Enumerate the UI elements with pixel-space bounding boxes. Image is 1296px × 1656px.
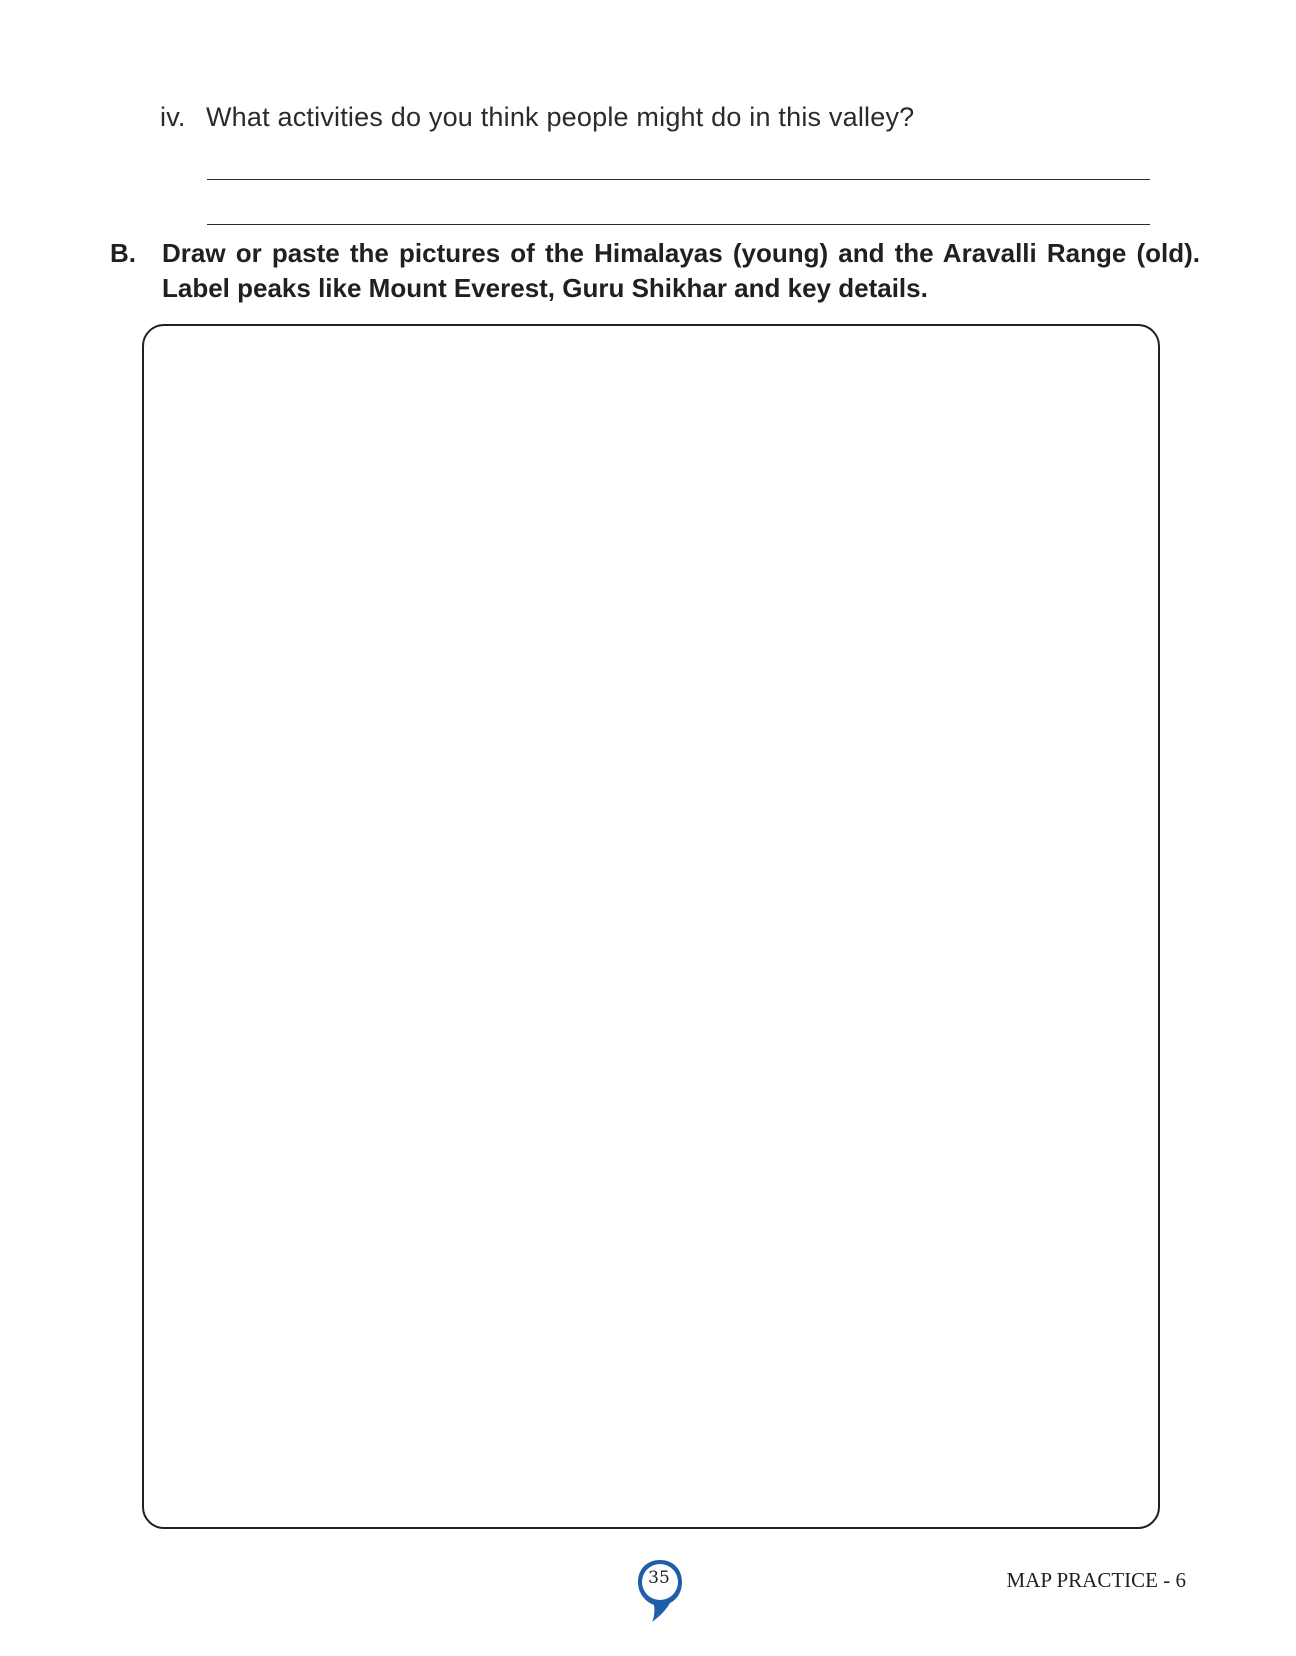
footer-label: MAP PRACTICE - 6 (1006, 1568, 1186, 1592)
instruction-line-2: Label peaks like Mount Everest, Guru Shikhar and key details. (162, 273, 928, 303)
page-number: 35 (648, 1568, 670, 1588)
answer-line-1[interactable] (207, 179, 1150, 180)
question-number: iv. (160, 102, 186, 132)
section-b-instruction (110, 236, 1200, 306)
question-iv (160, 102, 914, 133)
answer-line-2[interactable] (207, 224, 1150, 225)
instruction-line-1: Draw or paste the pictures of the Himalayas (young) and the Aravalli Range (old). (162, 238, 1200, 268)
question-text: What activities do you think people might do in this valley? (206, 102, 915, 132)
section-letter: B. (110, 238, 136, 268)
drawing-area[interactable] (142, 324, 1160, 1529)
